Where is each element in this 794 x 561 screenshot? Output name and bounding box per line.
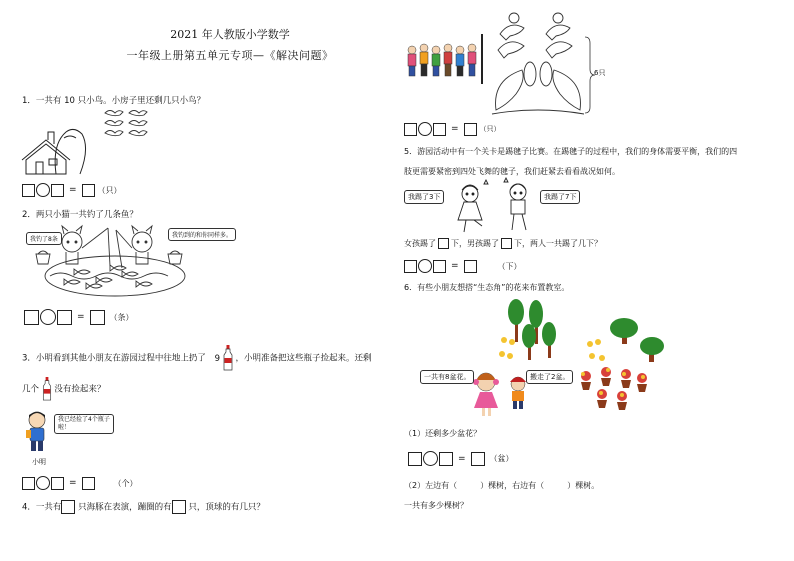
speech-bubble-right-cat: 我钓到的和你同样多。	[168, 228, 236, 241]
speech-bubble-xiaoming	[54, 414, 114, 434]
operator-circle[interactable]	[418, 122, 432, 136]
page-title	[40, 26, 420, 63]
answer-box[interactable]	[22, 477, 35, 490]
question-3-text-line2	[22, 377, 105, 401]
answer-box[interactable]	[433, 260, 446, 273]
speech-bubble-text: 我已经捡了4个瓶子啦！	[58, 416, 110, 431]
speech-bubble-girl-flowers: 一共有8盆花。	[420, 370, 474, 384]
answer-box[interactable]	[82, 184, 95, 197]
question-3-text	[22, 345, 371, 371]
question-6-equation-1	[408, 451, 514, 466]
answer-box[interactable]	[82, 477, 95, 490]
bottle-icon	[42, 377, 52, 401]
answer-box[interactable]	[464, 260, 477, 273]
brace-label: 6只	[594, 69, 606, 77]
equals-sign: =	[451, 261, 459, 271]
title-line-1: 2021 年人教版小学数学	[170, 28, 290, 41]
question-6-sub3: 一共有多少棵树？	[404, 501, 468, 510]
fill-blank-box[interactable]	[438, 238, 449, 249]
answer-box[interactable]	[464, 123, 477, 136]
question-5-equation	[404, 259, 522, 273]
speech-bubble-boy: 我踢了7下	[540, 190, 580, 204]
shuttlecock-kids-illustration	[454, 180, 538, 234]
fill-blank-box[interactable]	[501, 238, 512, 249]
question-5-fill-c: 下，两人一共踢了几下？	[514, 239, 602, 248]
answer-box[interactable]	[408, 452, 422, 466]
unit-label: （个）	[113, 478, 138, 488]
unit-label: （盆）	[489, 454, 514, 463]
question-3-text-a: 3．小明看到其他小朋友在游园过程中往地上扔了	[22, 353, 206, 364]
question-5-text-line2: 肢更需要紧密到四处飞舞的毽子，我们赶紧去看看战况如何。	[404, 167, 620, 176]
equals-sign: =	[451, 124, 459, 134]
question-3-number: 9	[214, 353, 221, 364]
question-3-text-b: ，小明准备把这些瓶子捡起来。还剩	[235, 353, 372, 364]
question-6-sub2-b: ）棵树，右边有（	[480, 481, 545, 490]
fill-blank-box[interactable]	[172, 500, 186, 514]
unit-label: （条）	[109, 312, 134, 322]
answer-box[interactable]	[90, 310, 105, 325]
boy-xiaoming-icon	[24, 410, 50, 454]
unit-label: （只）	[97, 185, 122, 195]
equals-sign: =	[69, 478, 77, 488]
audience-children-illustration	[404, 34, 488, 84]
unit-label: （只）	[479, 125, 501, 133]
question-5-fill-a: 女孩踢了	[404, 239, 436, 248]
question-4-text-c: 只，顶球的有几只？	[188, 502, 265, 513]
answer-box[interactable]	[439, 452, 453, 466]
question-3-equation	[22, 476, 138, 490]
question-3-text-c-prefix: 几个	[22, 384, 40, 395]
question-6-text: 6．有些小朋友想搭“生态角”的花来布置教室。	[404, 283, 570, 292]
question-1-text: 1．一共有 10 只小鸟。小房子里还剩几只小鸟？	[22, 96, 206, 106]
speech-bubble-boy-flowers: 搬走了2盆。	[526, 370, 573, 384]
question-4-text	[22, 500, 265, 514]
bird-group-icon	[103, 107, 151, 137]
speech-bubble-girl: 我踢了3下	[404, 190, 444, 204]
question-5-text-line1: 5．游园活动中有一个关卡是踢毽子比赛。在踢毽子的过程中，我们的身体需要平衡，我们的四	[404, 147, 738, 156]
operator-circle[interactable]	[36, 183, 50, 197]
answer-box[interactable]	[471, 452, 485, 466]
operator-circle[interactable]	[418, 259, 432, 273]
dolphins-illustration	[490, 10, 586, 118]
question-4-text-b: 只海豚在表演，蹦圈的有	[78, 502, 172, 513]
answer-box[interactable]	[404, 123, 417, 136]
question-5-fill-b: 下，男孩踢了	[451, 239, 499, 248]
equals-sign: =	[69, 185, 77, 195]
question-4-text-a: 4．一共有	[22, 502, 62, 513]
question-5-fill-line	[404, 238, 602, 249]
fishing-cats-illustration	[30, 224, 200, 300]
answer-box[interactable]	[404, 260, 417, 273]
question-2-text: 2．两只小猫一共钓了几条鱼？	[22, 210, 138, 220]
operator-circle[interactable]	[423, 451, 438, 466]
question-2-equation	[24, 309, 134, 325]
question-6-sub2	[404, 480, 599, 491]
question-6-sub2-c: ）棵树。	[567, 481, 600, 490]
bottle-icon	[223, 345, 233, 371]
question-3-text-c-suffix: 没有捡起来？	[54, 384, 106, 395]
question-6-sub2-a: （2）左边有（	[404, 481, 458, 490]
answer-box[interactable]	[433, 123, 446, 136]
ecology-corner-illustration	[404, 296, 666, 420]
answer-box[interactable]	[51, 184, 64, 197]
answer-box[interactable]	[57, 310, 72, 325]
equals-sign: =	[458, 453, 466, 464]
operator-circle[interactable]	[36, 476, 50, 490]
question-1-equation	[22, 183, 122, 197]
unit-label: （下）	[497, 261, 522, 271]
xiaoming-label: 小明	[32, 458, 46, 466]
title-line-2: 一年级上册第五单元专项—《解决问题》	[126, 49, 334, 62]
fill-blank-box[interactable]	[61, 500, 75, 514]
answer-box[interactable]	[24, 310, 39, 325]
speech-bubble-left-cat: 我钓了8条	[26, 232, 62, 245]
answer-box[interactable]	[51, 477, 64, 490]
equals-sign: =	[77, 312, 85, 322]
question-6-sub1: （1）还剩多少盆花？	[404, 429, 482, 438]
question-4-equation	[404, 122, 501, 136]
house-icon	[22, 126, 92, 176]
answer-box[interactable]	[22, 184, 35, 197]
operator-circle[interactable]	[40, 309, 56, 325]
